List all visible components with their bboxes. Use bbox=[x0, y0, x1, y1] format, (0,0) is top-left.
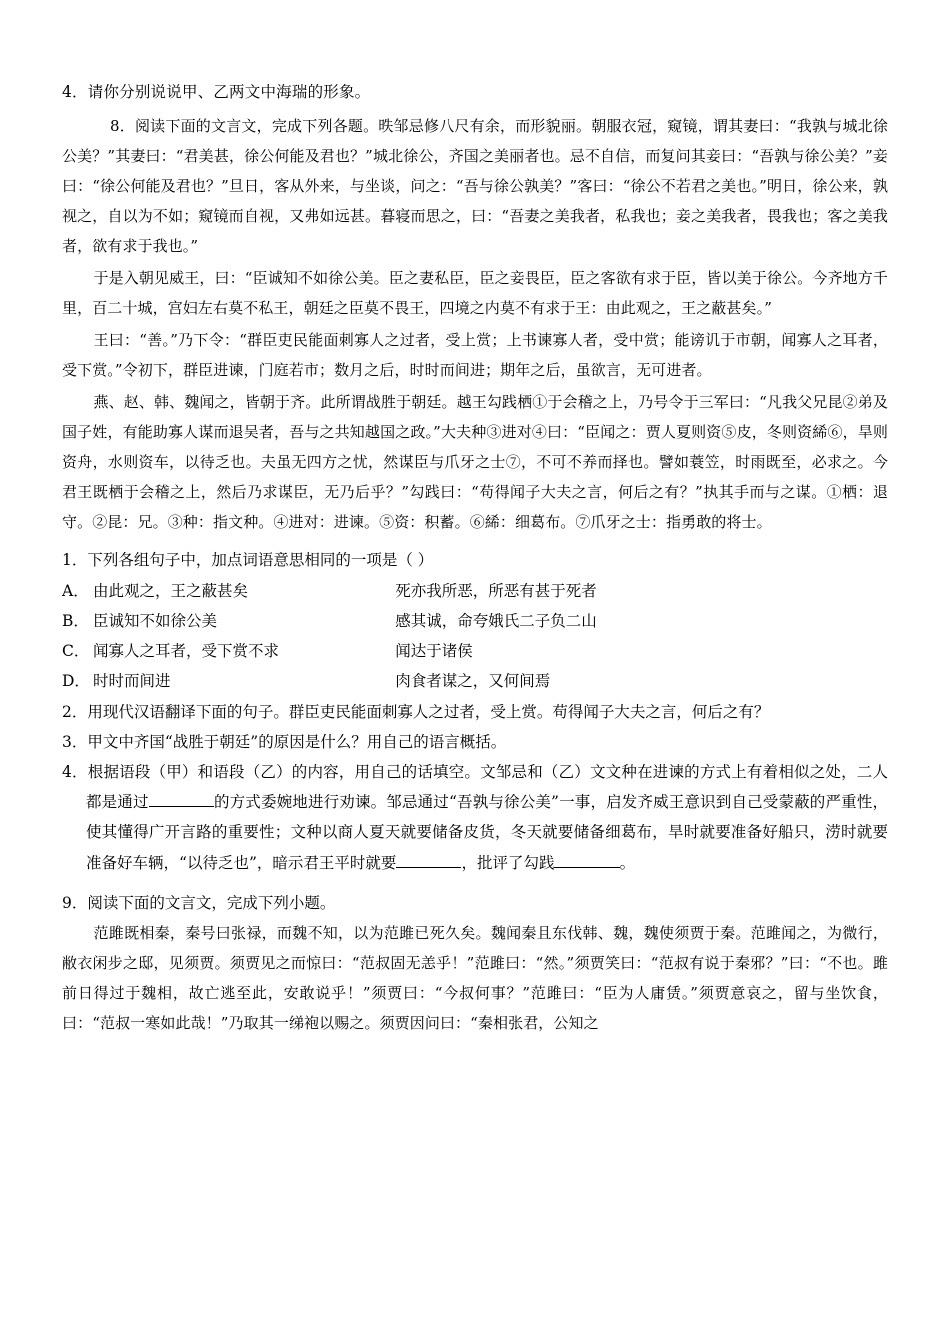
passage-paragraph-4: 燕、赵、韩、魏闻之，皆朝于齐。此所谓战胜于朝廷。越王勾践栖①于会稽之上，乃号令于三军曰：“凡我父兄昆②弟及国子姓，有能助寡人谋而退吴者，吾与之共知越国之政。”大夫种③进对④曰：“臣闻之：贾人夏则资⑤皮，冬则资絺⑥，旱则资舟，水则资车，以待乏也。夫虽无四方之忧，然谋臣与爪牙之士⑦，不可不养而择也。譬如蓑笠，时雨既至，必求之。今君王既栖于会稽之上，然后乃求谋臣，无乃后乎？”勾践曰：“苟得闻子大夫之言，何后之有？”执其手而与之谋。①栖：退守。②昆：兄。③种：指文种。④进对：进谏。⑤资：积蓄。⑥絺：细葛布。⑦爪牙之士：指勇敢的将士。 bbox=[62, 393, 888, 532]
option-d-right: 肉食者谋之，又何间焉 bbox=[395, 672, 551, 691]
answer-blank-2[interactable] bbox=[396, 867, 461, 868]
question-3: 3．甲文中齐国“战胜于朝廷”的原因是什么？用自己的语言概括。 bbox=[62, 732, 507, 751]
question-8-intro: 8．阅读下面的文言文，完成下列各题。昳邹忌修八尺有余，而形貌丽。朝服衣冠，窥镜，谓其妻曰：“我孰与城北徐公美？”其妻曰：“君美甚，徐公何能及君也？”城北徐公，齐国之美丽者也。忌不自信，而复问其妾曰：“吾孰与徐公美？”妾曰：“徐公何能及君也？”旦日，客从外来，与坐谈，问之：“吾与徐公孰美？”客曰：“徐公不若君之美也。”明日，徐公来，孰视之，自以为不如；窥镜而自视，又弗如远甚。暮寝而思之，曰：“吾妻之美我者，私我也；妾之美我者，畏我也；客之美我者，欲有求于我也。” bbox=[62, 117, 888, 256]
answer-blank-1[interactable] bbox=[149, 806, 214, 807]
passage-9-body: 范雎既相秦，秦号曰张禄，而魏不知，以为范雎已死久矣。魏闻秦且东伐韩、魏，魏使须贾于秦。范雎闻之，为微行，敝衣闲步之邸，见须贾。须贾见之而惊曰：“范叔固无恙乎！”范雎曰：“然。”须贾笑曰：“范叔有说于秦邪？”曰：“不也。雎前日得过于魏相，故亡逃至此，安敢说乎！”须贾曰：“今叔何事？”范雎曰：“臣为人庸赁。”须贾意哀之，留与坐饮食，曰：“范叔一寒如此哉！”乃取其一绨袍以赐之。须贾因问曰：“秦相张君，公知之 bbox=[62, 924, 888, 1033]
option-row-b bbox=[62, 606, 888, 636]
question-4-text-part4: 。 bbox=[619, 853, 636, 872]
option-b-label: B． bbox=[62, 611, 89, 630]
question-2: 2．用现代汉语翻译下面的句子。群臣吏民能面刺寡人之过者，受上赏。苟得闻子大夫之言，何后之有？ bbox=[62, 702, 770, 721]
passage-paragraph-3: 王曰：“善。”乃下令：“群臣吏民能面刺寡人之过者，受上赏；上书谏寡人者，受中赏；能谤讥于市朝，闻寡人之耳者，受下赏。”令初下，群臣进谏，门庭若市；数月之后，时时而间进；期年之后，虽欲言，无可进者。 bbox=[62, 331, 888, 380]
question-4-text-part3: ，批评了勾践 bbox=[461, 853, 555, 872]
option-a-label: A． bbox=[62, 581, 89, 600]
option-c-label: C． bbox=[62, 642, 90, 661]
question-4-text-part1: 4．根据语段（甲）和语段（乙）的内容，用自己的话填空。文邹忌和（乙）文文种在进谏的方式上有着相似之处，二人都是通过 bbox=[62, 762, 888, 812]
option-row-c bbox=[62, 636, 888, 666]
option-c-right: 闻达于诸侯 bbox=[395, 642, 473, 661]
passage-paragraph-2: 于是入朝见威王，曰：“臣诚知不如徐公美。臣之妻私臣，臣之妾畏臣，臣之客欲有求于臣，皆以美于徐公。今齐地方千里，百二十城，宫妇左右莫不私王，朝廷之臣莫不畏王，四境之内莫不有求于王：由此观之，王之蔽甚矣。” bbox=[62, 269, 888, 318]
option-a-left: 由此观之，王之蔽甚矣 bbox=[93, 581, 249, 600]
question-1: 1．下列各组句子中，加点词语意思相同的一项是（ ） bbox=[62, 551, 434, 570]
question-9: 9．阅读下面的文言文，完成下列小题。 bbox=[62, 893, 336, 912]
question-4-top: 4．请你分别说说甲、乙两文中海瑞的形象。 bbox=[62, 83, 371, 101]
option-row-d bbox=[62, 666, 888, 696]
option-d-left: 时时而间进 bbox=[93, 672, 171, 691]
option-d-label: D． bbox=[62, 672, 90, 691]
option-c-left: 闻寡人之耳者，受下赏不求 bbox=[93, 642, 280, 661]
option-b-left: 臣诚知不如徐公美 bbox=[93, 611, 218, 630]
option-a-right: 死亦我所恶，所恶有甚于死者 bbox=[395, 581, 597, 600]
question-4-fill bbox=[62, 757, 888, 878]
question-4-text-part2: 的方式委婉地进行劝谏。邹忌通过“吾孰与徐公美”一事，启发齐威王意识到自己受蒙蔽的严重性，使其懂得广开言路的重要性；文种以商人夏天就要储备皮货，冬天就要储备细葛布，旱时就要准备好船只，涝时就要准备好车辆，“以待乏也”，暗示君王平时就要 bbox=[86, 793, 888, 872]
answer-blank-3[interactable] bbox=[554, 867, 619, 868]
option-row-a bbox=[62, 576, 888, 606]
option-b-right: 感其诚，命夸娥氏二子负二山 bbox=[395, 611, 597, 630]
